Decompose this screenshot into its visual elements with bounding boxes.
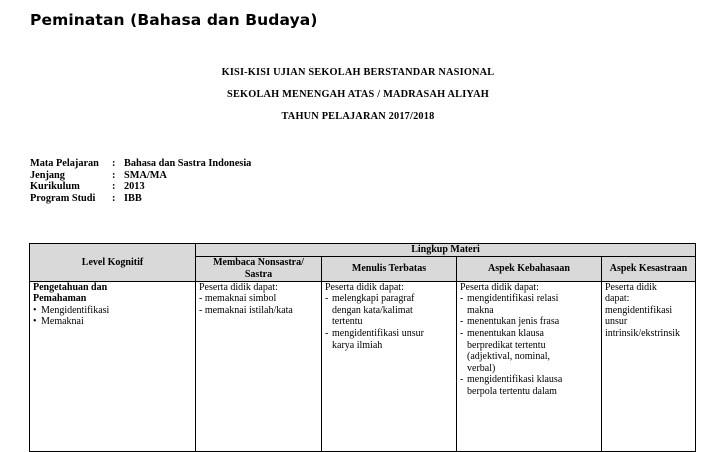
header-membaca: Membaca Nonsastra/ Sastra	[196, 256, 322, 281]
dash-icon: -	[325, 327, 329, 339]
cell-intro: Peserta didik dapat:	[460, 281, 539, 293]
cell-item	[460, 328, 598, 374]
bullet-icon	[33, 305, 41, 316]
item-line: makna	[467, 304, 494, 316]
item-line: menentukan jenis frasa	[467, 316, 560, 328]
cell-item: - memaknai simbol	[199, 293, 277, 305]
cell-item: - memaknai istilah/kata	[199, 304, 293, 316]
dash-icon: -	[460, 316, 464, 328]
level-bullet-text: Mengidentifikasi	[41, 304, 110, 316]
item-line: unsur	[605, 316, 628, 328]
item-line: mengidentifikasi unsur	[332, 327, 424, 339]
kisi-kisi-table	[29, 243, 696, 452]
meta-colon: :	[112, 181, 116, 193]
document-subtitle-year: TAHUN PELAJARAN 2017/2018	[281, 111, 435, 122]
item-line: melengkapi paragraf	[332, 293, 415, 305]
cell-intro: Peserta didik dapat:	[199, 281, 278, 293]
cell-level-kognitif	[30, 281, 196, 451]
cell-membaca	[196, 281, 322, 451]
meta-label: Program Studi	[30, 192, 96, 204]
cell-item-text	[467, 328, 550, 374]
meta-colon: :	[112, 158, 116, 169]
meta-label: Mata Pelajaran	[30, 158, 99, 169]
cell-item	[460, 374, 598, 397]
item-line: Peserta didik	[605, 281, 657, 293]
meta-value: 2013	[124, 181, 145, 193]
cell-item-text	[332, 328, 424, 351]
dash-icon: -	[460, 293, 464, 305]
dash-icon: -	[460, 327, 464, 339]
header-kebahasaan: Aspek Kebahasaan	[457, 256, 602, 281]
cell-item	[460, 316, 598, 328]
document-subtitle-school: SEKOLAH MENENGAH ATAS / MADRASAH ALIYAH	[227, 89, 489, 100]
dash-icon: -	[325, 293, 329, 305]
header-level-kognitif: Level Kognitif	[30, 244, 196, 282]
item-line: dapat:	[605, 293, 630, 305]
cell-item-text	[467, 316, 559, 328]
cell-item-text: memaknai simbol	[204, 293, 277, 305]
header-lingkup-materi: Lingkup Materi	[196, 244, 696, 257]
cell-intro: Peserta didik dapat:	[325, 281, 404, 293]
cell-kesastraan	[602, 281, 696, 451]
bullet-icon	[33, 316, 41, 327]
level-bullet	[33, 305, 192, 317]
cell-item-text	[467, 374, 562, 397]
item-line: menentukan klausa	[467, 327, 544, 339]
item-line: tertentu	[332, 316, 363, 328]
meta-row-mata-pelajaran	[30, 158, 251, 170]
meta-row-program-studi	[30, 193, 251, 205]
meta-colon: :	[112, 169, 116, 181]
table-row	[30, 281, 696, 451]
meta-value: IBB	[124, 192, 142, 204]
cell-kebahasaan	[457, 281, 602, 451]
table-header-row	[30, 244, 696, 257]
cell-menulis	[322, 281, 457, 451]
meta-label: Jenjang	[30, 169, 65, 181]
item-line: berpredikat tertentu	[467, 339, 546, 351]
level-bullet-text: Memaknai	[41, 316, 84, 328]
meta-value: Bahasa dan Sastra Indonesia	[124, 158, 252, 169]
header-kesastraan: Aspek Kesastraan	[602, 256, 696, 281]
item-line: intrinsik/ekstrinsik	[605, 327, 680, 339]
meta-row-jenjang	[30, 170, 251, 182]
cell-item	[325, 328, 453, 351]
item-line: berpola tertentu dalam	[467, 385, 557, 397]
meta-value: SMA/MA	[124, 169, 167, 181]
cell-item-text: memaknai istilah/kata	[204, 304, 293, 316]
level-title: Pengetahuan dan	[33, 281, 108, 293]
cell-item-text	[332, 293, 414, 328]
item-line: mengidentifikasi relasi	[467, 293, 559, 305]
cell-item-text	[467, 293, 558, 316]
item-line: dengan kata/kalimat	[332, 304, 413, 316]
document-title: KISI-KISI UJIAN SEKOLAH BERSTANDAR NASIONAL	[221, 67, 495, 78]
meta-row-kurikulum	[30, 181, 251, 193]
item-line: (adjektival, nominal,	[467, 351, 551, 363]
cell-item	[325, 293, 453, 328]
item-line: karya ilmiah	[332, 339, 383, 351]
page-heading: Peminatan (Bahasa dan Budaya)	[30, 11, 318, 29]
item-line: verbal)	[467, 362, 496, 374]
dash-icon: -	[460, 374, 464, 386]
subject-info	[30, 158, 251, 204]
meta-colon: :	[112, 192, 116, 204]
item-line: mengidentifikasi	[605, 304, 673, 316]
header-menulis: Menulis Terbatas	[322, 256, 457, 281]
level-title: Pemahaman	[33, 293, 87, 305]
item-line: mengidentifikasi klausa	[467, 374, 563, 386]
cell-item	[460, 293, 598, 316]
meta-label: Kurikulum	[30, 181, 80, 193]
level-bullet	[33, 316, 192, 328]
